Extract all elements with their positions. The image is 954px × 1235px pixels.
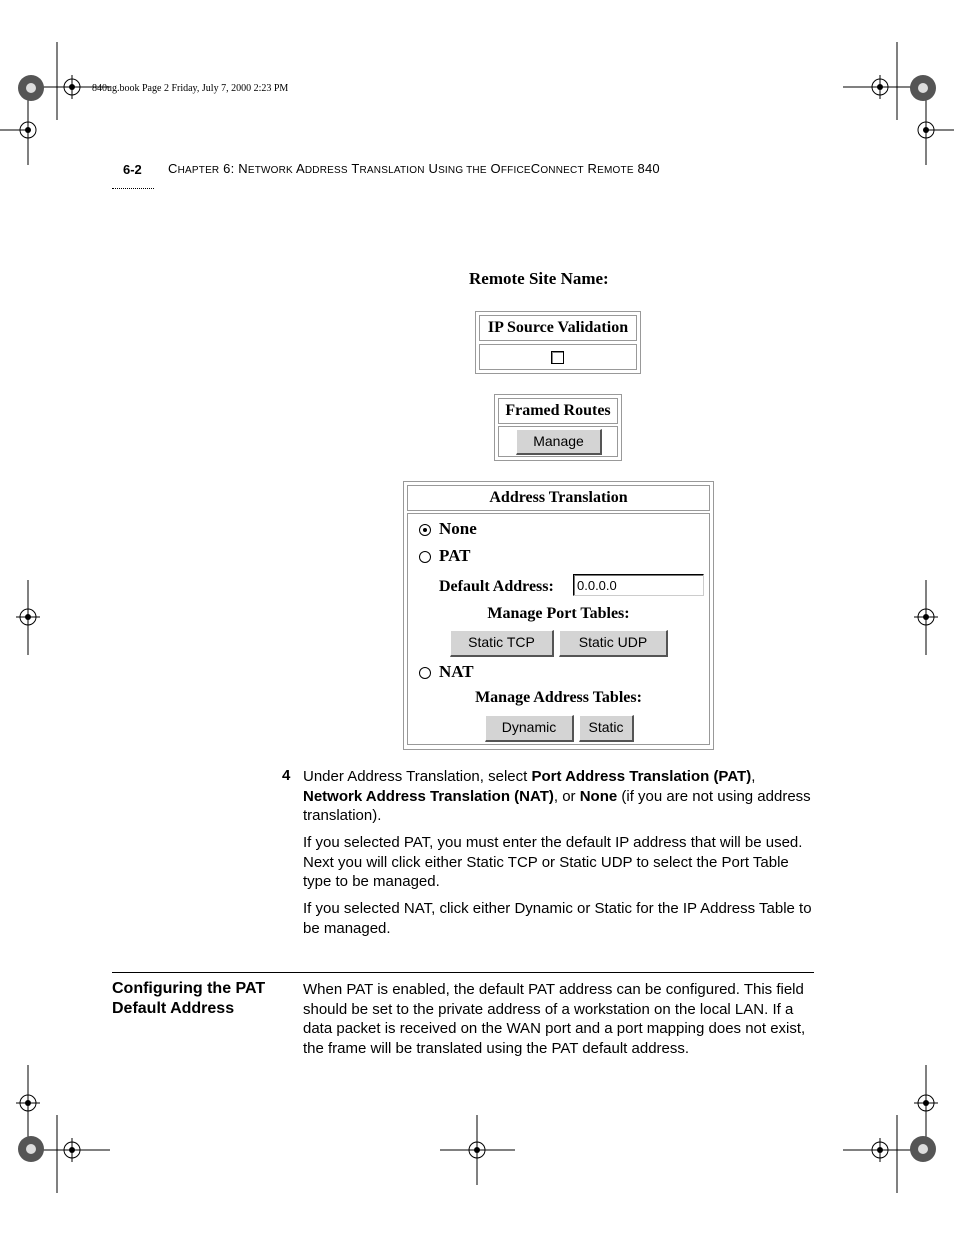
step-4-pat-paragraph: If you selected PAT, you must enter the default IP address that will be used. Next you will click either Static TCP or Static UDP to select the Port Table type to be managed.	[303, 834, 803, 891]
nat-label: NAT	[439, 662, 474, 681]
bold-term: None	[579, 787, 618, 805]
ip-source-validation-cell	[479, 344, 637, 370]
running-head-part: 840	[633, 161, 660, 176]
ip-source-validation-header: IP Source Validation	[479, 315, 637, 341]
running-head-part: U	[424, 161, 439, 176]
manage-address-tables-label: Manage Address Tables:	[475, 689, 642, 706]
bold-term: Port Address Translation (PAT)	[531, 768, 752, 785]
page-number: 6-2	[123, 162, 142, 177]
section-body: When PAT is enabled, the default PAT address can be configured. This field should be set to the private address of a workstation on the local LAN. If a data packet is received on the WAN port and a port mapping does not exist, the frame will be translated using the PAT default address.	[303, 981, 806, 1057]
running-head-part: RANSLATION	[359, 165, 425, 176]
static-udp-button[interactable]: Static UDP	[559, 630, 668, 657]
running-head-part: FFICE	[500, 165, 531, 176]
address-translation-table	[403, 481, 714, 750]
none-radio[interactable]	[419, 524, 431, 536]
book-stamp: 840ug.book Page 2 Friday, July 7, 2000 2:23 PM	[92, 83, 289, 94]
pat-radio[interactable]	[419, 551, 431, 563]
section-rule	[112, 972, 814, 973]
framed-routes-header: Framed Routes	[498, 398, 618, 424]
text-run: Under Address Translation, select	[303, 768, 532, 785]
step-4-paragraph	[303, 767, 815, 826]
bold-term: Network Address Translation (NAT)	[303, 787, 554, 805]
framed-routes-cell	[498, 426, 618, 457]
running-head-part: HAPTER	[177, 165, 220, 176]
text-run: (if you are not using address translation).	[303, 787, 811, 825]
running-head-part: C	[168, 161, 178, 176]
step-number: 4	[282, 767, 291, 784]
pat-label: PAT	[439, 546, 471, 565]
section-heading: Configuring the PAT Default Address	[112, 980, 266, 1017]
nat-radio[interactable]	[419, 667, 431, 679]
manage-port-tables-label: Manage Port Tables:	[487, 605, 630, 622]
address-translation-header: Address Translation	[407, 485, 710, 511]
step-4-nat-paragraph: If you selected NAT, click either Dynamic or Static for the IP Address Table to be managed.	[303, 900, 812, 937]
ip-source-validation-checkbox[interactable]	[551, 351, 564, 364]
running-head	[168, 161, 660, 176]
running-head-part: R	[583, 161, 598, 176]
text-run: ,	[751, 768, 756, 785]
address-translation-options	[407, 513, 710, 745]
none-label: None	[439, 519, 477, 538]
running-head-part: 6: N	[219, 161, 248, 176]
page-number-rule	[112, 188, 154, 189]
running-head-part: O	[486, 161, 501, 176]
running-head-part: ONNECT	[540, 165, 584, 176]
running-head-part: DDRESS	[304, 165, 348, 176]
running-head-part: A	[292, 161, 305, 176]
running-head-part: ETWORK	[247, 165, 293, 176]
remote-site-name-label: Remote Site Name:	[469, 269, 609, 288]
static-tcp-button[interactable]: Static TCP	[450, 630, 554, 657]
framed-routes-table	[494, 394, 622, 461]
manage-framed-routes-button[interactable]: Manage	[516, 429, 602, 455]
running-head-part: C	[530, 161, 541, 176]
running-head-part: SING THE	[438, 165, 487, 176]
ip-source-validation-table	[475, 311, 641, 374]
running-head-part: T	[347, 161, 360, 176]
running-head-part: EMOTE	[597, 165, 634, 176]
default-address-label: Default Address:	[439, 578, 554, 595]
dynamic-button[interactable]: Dynamic	[485, 715, 574, 742]
default-address-input[interactable]	[573, 574, 704, 596]
text-run: , or	[553, 787, 580, 805]
static-button[interactable]: Static	[579, 715, 634, 742]
